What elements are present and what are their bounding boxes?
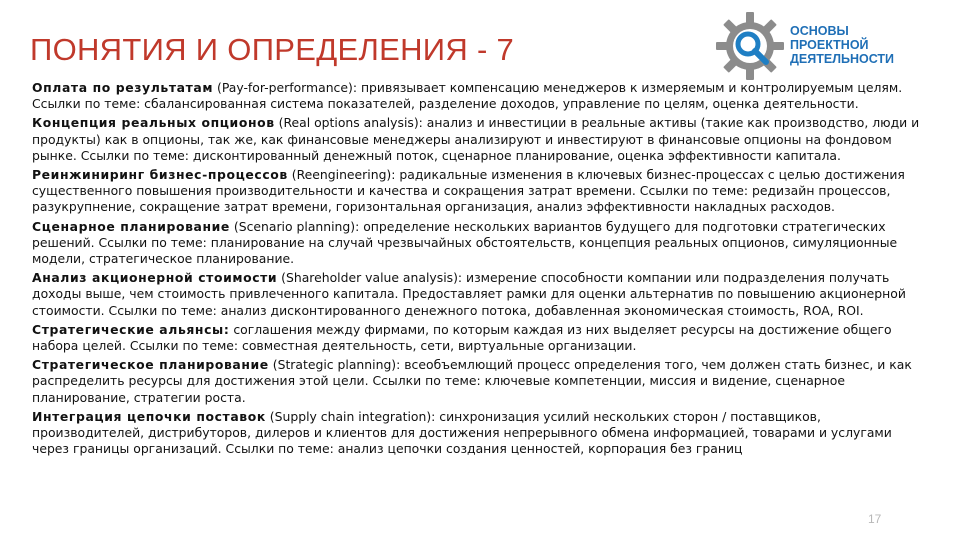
definition-item	[32, 409, 932, 458]
page-number: 17	[868, 512, 882, 526]
definition-term: Концепция реальных опционов	[32, 115, 275, 131]
definition-text: (Strategic planning): всеобъемлющий процесс определения того, чем должен стать бизнес, и как распределить ресурсы для достижения этой цели. Ссылки по теме: ключевые компетенции, миссия и видение, сценарное планирование, стратегии роста.	[32, 357, 912, 405]
definition-text: (Real options analysis): анализ и инвестиции в реальные активы (такие как производство, люди и продукты) как в опционы, так же, как финансовые менеджеры анализируют и инвестируют в финансовые опционы на фондовом рынке. Ссылки по теме: дисконтированный денежный поток, сценарное планирование, оценка эффективности капитала.	[32, 115, 920, 163]
definition-text: соглашения между фирмами, по которым каждая из них выделяет ресурсы на достижение общего набора целей. Ссылки по теме: совместная деятельность, сети, виртуальные организации.	[32, 321, 892, 354]
definition-item	[32, 80, 932, 112]
logo-line: ОСНОВЫ	[790, 24, 849, 38]
definition-term: Сценарное планирование	[32, 218, 230, 234]
definitions-list	[32, 80, 932, 460]
definition-text: (Reengineering): радикальные изменения в ключевых бизнес-процессах с целью достижения существенного повышения производительности и качества и сокращения затрат времени. Ссылки по теме: редизайн процессов, разукрупнение, сокращение затрат времени, горизонтальная организация, анализ эффективности накладных расходов.	[32, 167, 905, 215]
definition-item	[32, 219, 932, 268]
definition-text: (Scenario planning): определение нескольких вариантов будущего для подготовки стратегических решений. Ссылки по теме: планирование на случай чрезвычайных обстоятельств, концепция реальных опционов, симуляционные модели, стратегическое планирование.	[32, 218, 898, 267]
page-title: ПОНЯТИЯ И ОПРЕДЕЛЕНИЯ - 7	[30, 32, 515, 67]
logo-text	[790, 24, 894, 66]
definition-item	[32, 270, 932, 319]
definition-term: Оплата по результатам	[32, 80, 214, 95]
definition-term: Реинжиниринг бизнес-процессов	[32, 167, 288, 183]
definition-item	[32, 167, 932, 216]
definition-term: Интеграция цепочки поставок	[32, 408, 266, 424]
definition-term: Анализ акционерной стоимости	[32, 270, 278, 286]
definition-item	[32, 357, 932, 406]
definition-text: (Pay-for-performance): привязывает компенсацию менеджеров к измеряемым и контролируемым целям. Ссылки по теме: сбалансированная система показателей, разделение доходов, управление по целям, оценка деятельности.	[32, 80, 903, 112]
definition-item	[32, 322, 932, 354]
definition-item	[32, 115, 932, 164]
logo	[714, 10, 954, 82]
logo-line: ДЕЯТЕЛЬНОСТИ	[790, 52, 895, 66]
gear-magnifier-icon	[714, 10, 786, 82]
definition-text: (Shareholder value analysis): измерение способности компании или подразделения получать доходы выше, чем стоимость привлеченного капитала. Предоставляет рамки для оценки альтернатив по повышению акционерной стоимости. Ссылки по теме: анализ дисконтированного денежного потока, добавленная экономическая стоимость, ROA, ROI.	[32, 270, 906, 318]
definition-text: (Supply chain integration): синхронизация усилий нескольких сторон / поставщиков, производителей, дистрибуторов, дилеров и клиентов для достижения непрерывного обмена информацией, товарами и услугами через границы организаций. Ссылки по теме: анализ цепочки создания ценностей, корпорация без границ	[32, 408, 892, 457]
definition-term: Стратегические альянсы:	[32, 321, 230, 337]
logo-line: ПРОЕКТНОЙ	[790, 38, 869, 52]
definition-term: Стратегическое планирование	[32, 357, 269, 373]
